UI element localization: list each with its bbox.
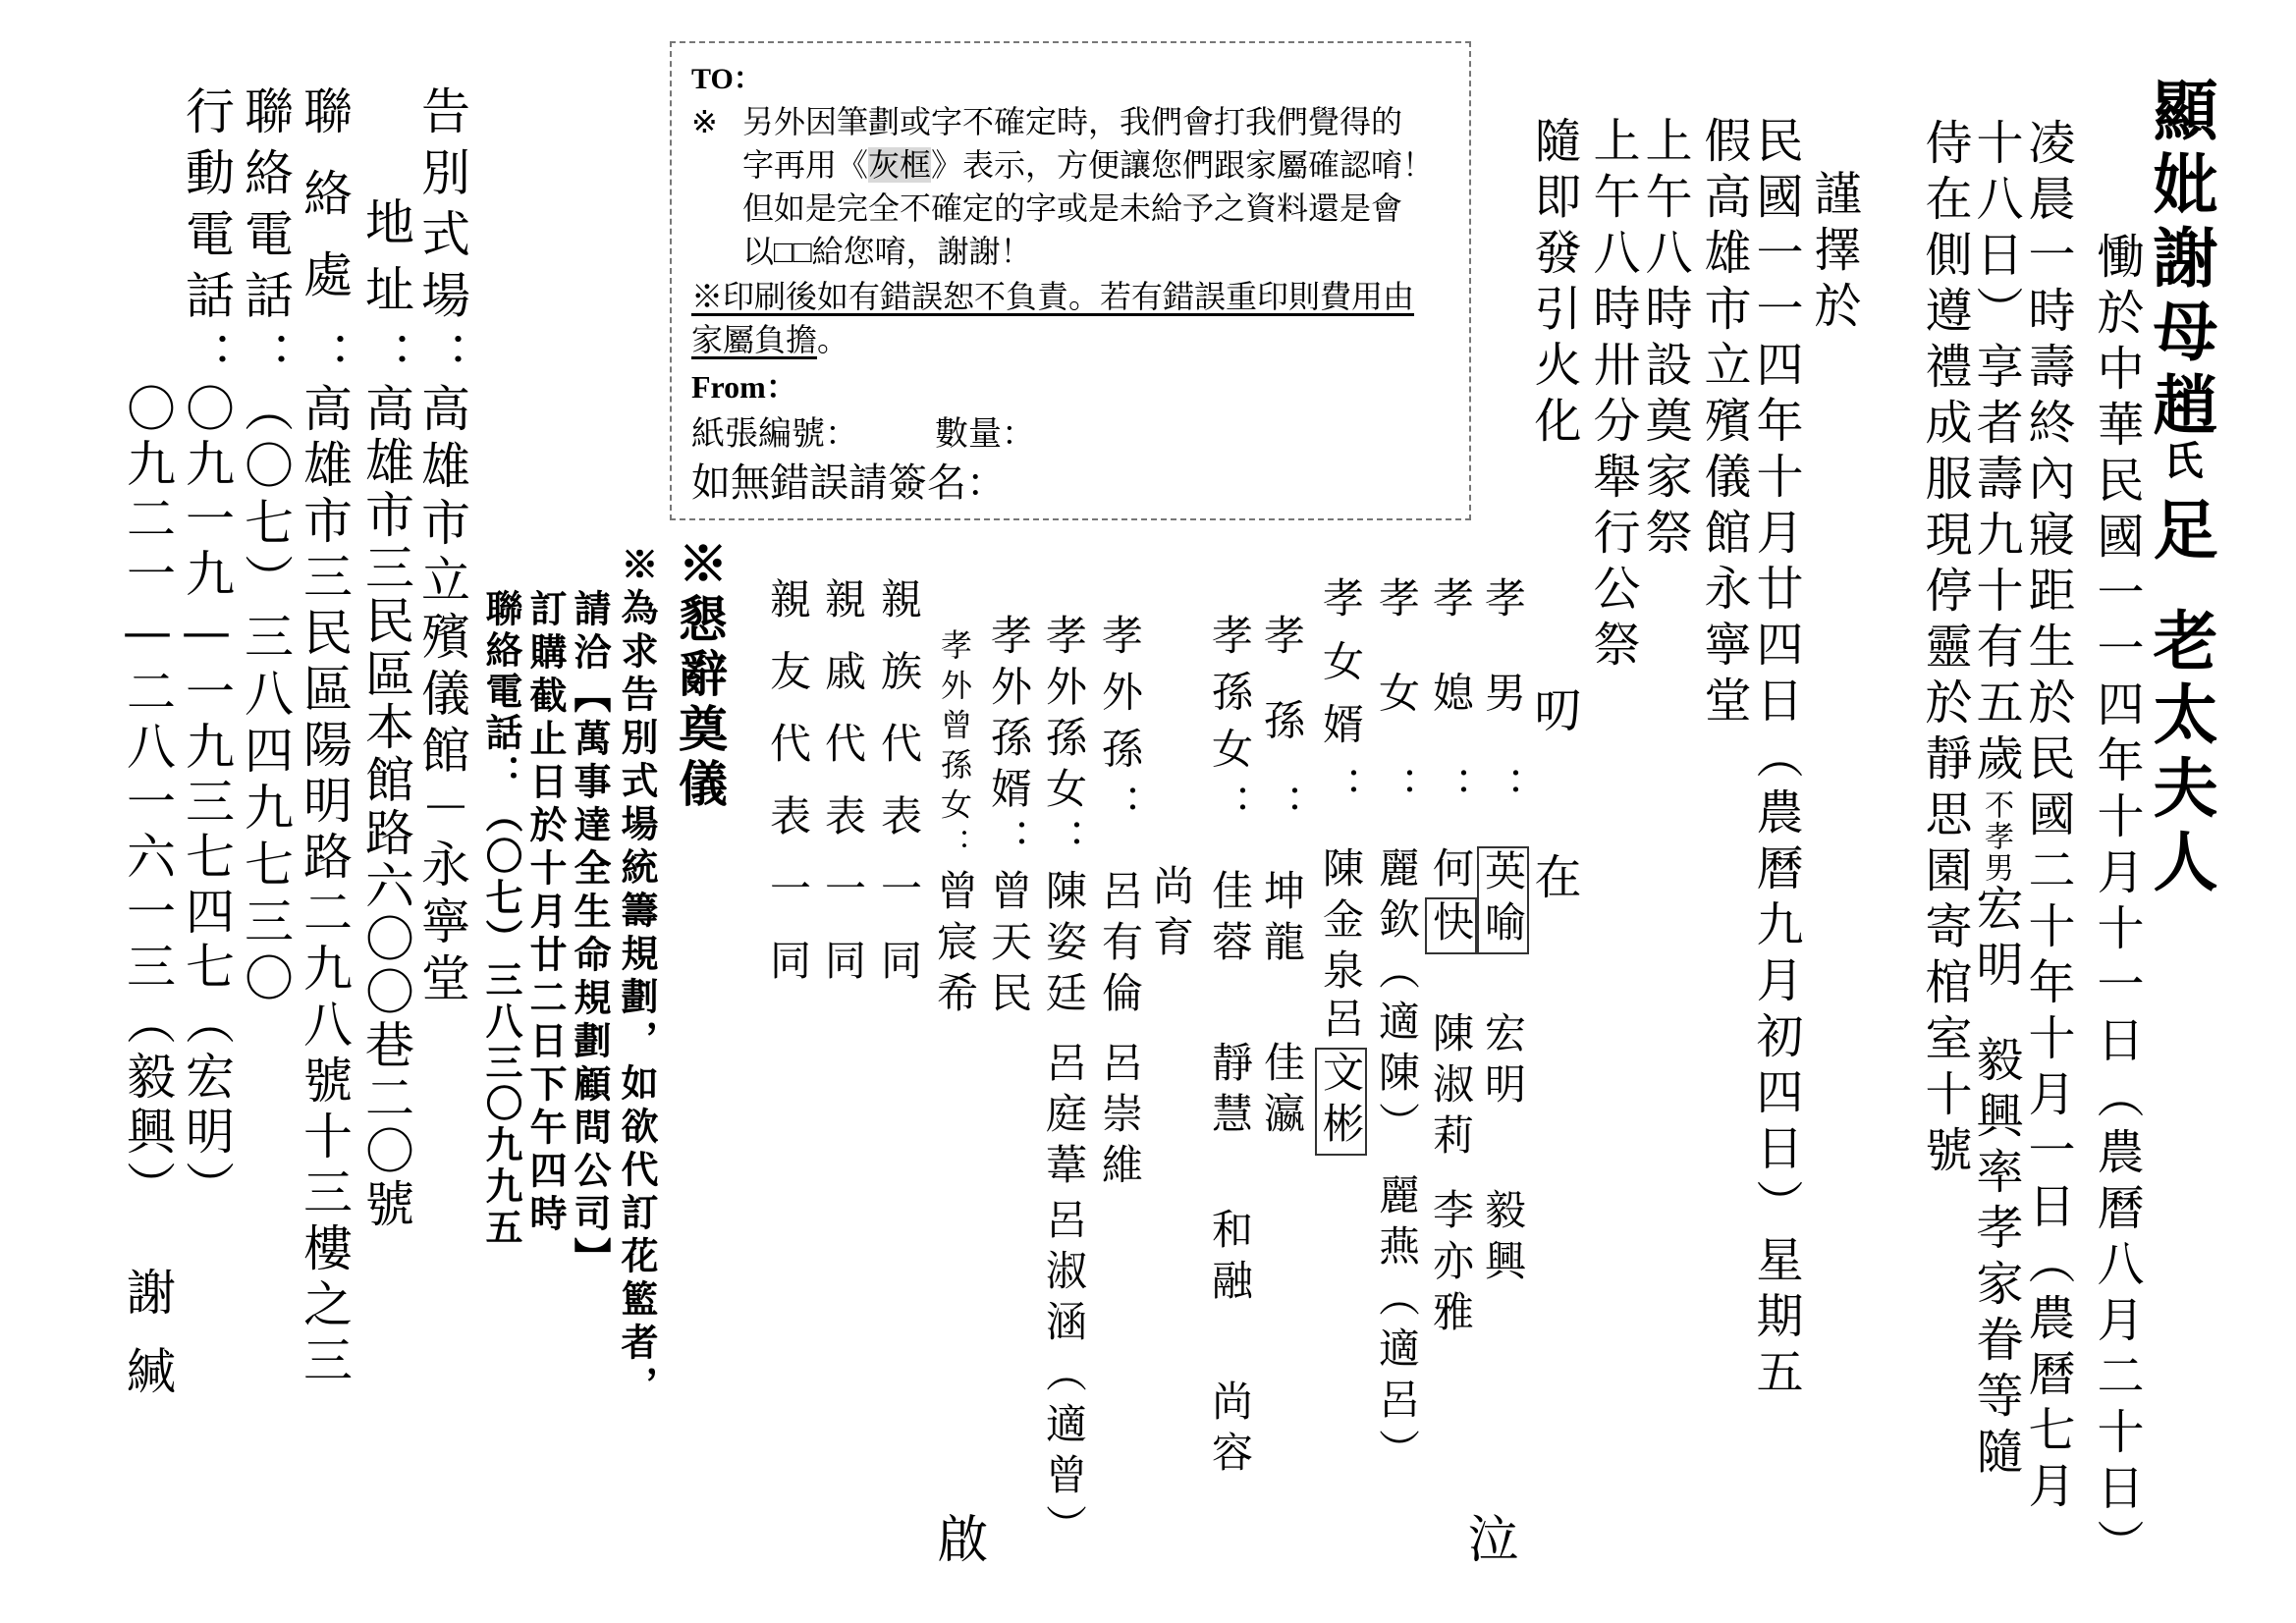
family-name: 靜慧 bbox=[1206, 1041, 1254, 1143]
phone-label: 聯絡電話： bbox=[237, 85, 294, 380]
notice-disclaimer: ※印刷後如有錯誤恕不負責。若有錯誤重印則費用由 bbox=[691, 279, 1415, 314]
closing-xiejian: 謝緘 bbox=[119, 1267, 176, 1424]
paper-number-field: 紙張編號： bbox=[691, 416, 858, 453]
obituary-text: 十八日）享者壽九十有五歲 bbox=[1968, 118, 2023, 789]
gray-box-sample: 灰框 bbox=[868, 147, 932, 183]
family-label-daughter: 孝女： bbox=[1373, 576, 1421, 817]
family-label-grandson: 孝孫： bbox=[1258, 614, 1306, 835]
closing-dao: 叨 bbox=[1526, 685, 1581, 741]
family-name: 宏明 bbox=[1479, 1011, 1527, 1113]
quantity-field: 數量： bbox=[935, 416, 1035, 453]
notice-disclaimer-2: 家屬負擔。 bbox=[691, 322, 849, 357]
family-name: 陳姿廷 bbox=[1040, 869, 1088, 1022]
family-name: 呂崇維 bbox=[1096, 1041, 1144, 1194]
schedule-family-rite: 上午八時設奠家祭 bbox=[1637, 116, 1692, 564]
office-value: 高雄市三民區陽明路二九八號十三樓之三 bbox=[296, 383, 353, 1390]
flowers-line-4: 聯絡電話：（〇七）三八三〇九九五 bbox=[479, 589, 523, 1249]
family-label-maternal-grandson-in-law: 孝外孫婿： bbox=[985, 614, 1033, 859]
relatives-kin: 親戚代表一同 bbox=[819, 577, 867, 990]
notice-to: TO： bbox=[691, 63, 763, 95]
venue-value: 高雄市立殯儀館－永寧堂 bbox=[413, 383, 470, 1009]
notice-mark: ※ bbox=[691, 104, 718, 139]
family-label-son-in-law: 孝女婿： bbox=[1317, 576, 1365, 817]
family-name: 尚容 bbox=[1206, 1380, 1254, 1482]
notice-line-1: 另外因筆劃或字不確定時，我們會打我們覺得的 bbox=[742, 104, 1403, 139]
proof-notice-box bbox=[670, 41, 1471, 520]
phone-value: （〇七）三八四九七三〇 bbox=[237, 383, 294, 1009]
obituary-line-4: 侍在側遵禮成服現停靈於靜思園寄棺室十號 bbox=[1917, 118, 1972, 1181]
closing-zai: 在 bbox=[1526, 852, 1581, 908]
flowers-line-1: ※為求告別式場統籌規劃，如欲代訂花籃者， bbox=[615, 545, 659, 1409]
family-name: 麗燕（適呂） bbox=[1373, 1173, 1421, 1480]
relatives-friends: 親友代表一同 bbox=[764, 577, 812, 990]
flowers-line-3: 訂購截止日於十月廿二日下午四時 bbox=[523, 589, 568, 1237]
title-honorific: 老太夫人 bbox=[2142, 607, 2218, 901]
family-name: 何快 bbox=[1430, 846, 1471, 954]
obituary-line-1: 慟於中華民國一一四年十月十一日（農曆八月二十日） bbox=[2089, 232, 2144, 1575]
family-name: 佳瀛 bbox=[1258, 1041, 1306, 1143]
family-name: 坤龍 bbox=[1258, 869, 1306, 971]
son-honorific: 不孝男 bbox=[1979, 789, 2013, 884]
obituary-line-3 bbox=[1968, 118, 2023, 1483]
closing-qi: 泣 bbox=[1458, 1512, 1517, 1563]
notice-from: From： bbox=[691, 369, 797, 405]
schedule-intro: 謹擇於 bbox=[1806, 169, 1861, 337]
family-name: 英喻 bbox=[1482, 846, 1523, 954]
flowers-heading: ※懇辭奠儀 bbox=[671, 538, 729, 813]
mobile-label: 行動電話： bbox=[178, 85, 235, 380]
family-label-granddaughter: 孝孫女： bbox=[1206, 614, 1254, 835]
notice-line-4: 以□□給您唷，謝謝！ bbox=[742, 234, 1032, 269]
schedule-date: 民國一一四年十月廿四日（農曆九月初四日）星期五 bbox=[1748, 116, 1803, 1403]
family-label-maternal-granddaughter: 孝外孫女： bbox=[1040, 614, 1088, 859]
family-name: 曾天民 bbox=[985, 869, 1033, 1022]
family-name: 李亦雅 bbox=[1427, 1188, 1475, 1341]
schedule-cremation: 隨即發引火化 bbox=[1526, 116, 1581, 452]
address-value: 高雄市三民區本館路六〇〇巷二〇號 bbox=[357, 383, 414, 1231]
family-name: 呂有倫 bbox=[1096, 869, 1144, 1022]
closing-qi2: 啟 bbox=[928, 1512, 987, 1563]
address-label: 地址： bbox=[357, 196, 414, 380]
family-label-great-granddaughter: 孝外曾孫女： bbox=[936, 628, 973, 859]
obituary-text: 毅興率孝家眷等隨 bbox=[1968, 1035, 2023, 1483]
family-name: 尚育 bbox=[1147, 864, 1195, 966]
signature-field: 如無錯誤請簽名： bbox=[691, 460, 1006, 505]
family-label-son: 孝男： bbox=[1479, 576, 1527, 817]
family-name: 陳淑莉 bbox=[1427, 1011, 1475, 1164]
family-label-daughter-in-law: 孝媳： bbox=[1427, 576, 1475, 817]
title-small-char: 氏 bbox=[2158, 440, 2204, 479]
family-label-maternal-grandson: 孝外孫： bbox=[1096, 614, 1144, 835]
notice-line-2: 字再用《灰框》表示，方便讓您們跟家屬確認唷！ bbox=[742, 147, 1435, 183]
obituary-line-2: 凌晨一時壽終內寢距生於民國二十年十月一日（農曆七月 bbox=[2020, 118, 2075, 1517]
office-label: 聯絡處： bbox=[296, 85, 353, 380]
son-name: 宏明 bbox=[1968, 884, 2023, 996]
family-name: 呂文彬 bbox=[1320, 997, 1361, 1156]
family-name: 曾宸希 bbox=[931, 869, 979, 1022]
family-name: 呂淑涵（適曾） bbox=[1040, 1198, 1088, 1555]
notice-line-3: 但如是完全不確定的字或是未給予之資料還是會 bbox=[742, 190, 1403, 226]
relatives-clan: 親族代表一同 bbox=[875, 577, 923, 990]
schedule-public-rite: 上午八時卅分舉行公祭 bbox=[1585, 116, 1640, 676]
title-char: 足 bbox=[2142, 496, 2218, 561]
family-name: 佳蓉 bbox=[1206, 869, 1254, 971]
venue-label: 告別式場： bbox=[413, 85, 470, 380]
mobile-value-1: 〇九一九—一九三七四七（宏明） bbox=[178, 383, 235, 1216]
family-name: 和融 bbox=[1206, 1208, 1254, 1310]
family-name: 麗欽（適陳） bbox=[1373, 846, 1421, 1153]
family-name: 呂庭葦 bbox=[1040, 1041, 1088, 1194]
flowers-line-2: 請洽【萬事達全生命規劃顧問公司】 bbox=[568, 589, 612, 1280]
mobile-value-2: 〇九二一—二八一六一三（毅興） bbox=[119, 383, 176, 1216]
schedule-venue: 假高雄市立殯儀館永寧堂 bbox=[1696, 116, 1751, 731]
family-name: 毅興 bbox=[1479, 1188, 1527, 1290]
deceased-title: 顯妣謝母趙 bbox=[2142, 77, 2218, 445]
family-name: 陳金泉 bbox=[1317, 846, 1365, 1000]
